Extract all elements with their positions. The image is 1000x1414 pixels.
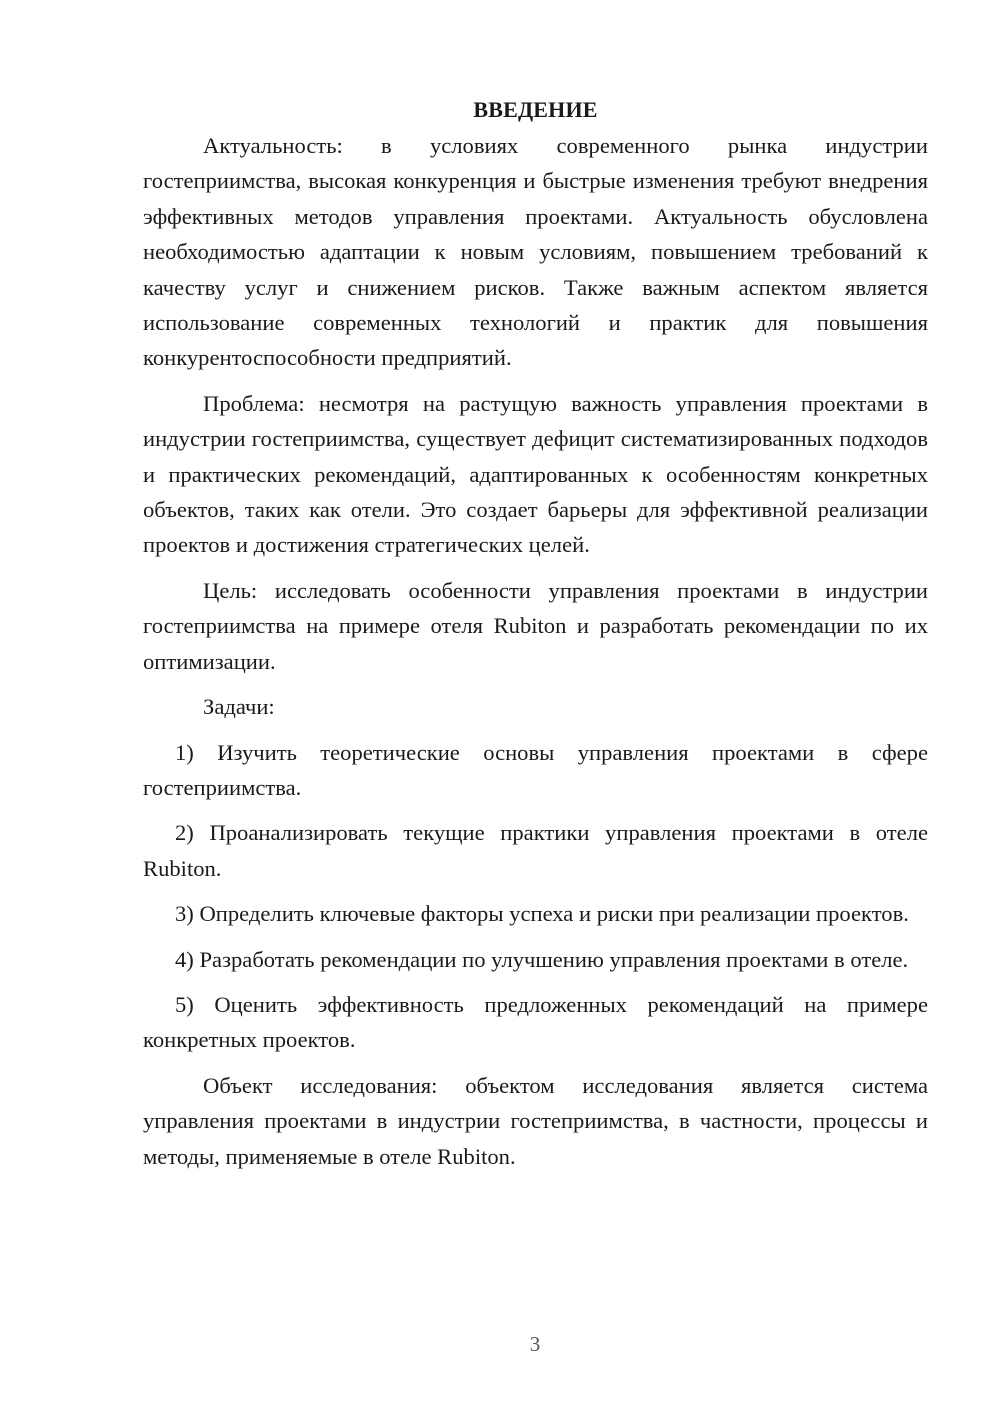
page-number: 3	[529, 1332, 541, 1356]
task-item-2: 2) Проанализировать текущие практики управления проектами в отеле Rubiton.	[143, 820, 928, 881]
section-heading: ВВЕДЕНИЕ	[473, 97, 598, 122]
page-body	[143, 92, 928, 1184]
paragraph-goal: Цель: исследовать особенности управления проектами в индустрии гостеприимства на примере отеля Rubiton и разработать рекомендации по их оптимизации.	[143, 577, 928, 674]
task-item-5: 5) Оценить эффективность предложенных рекомендаций на примере конкретных проектов.	[143, 991, 928, 1053]
task-item-1: 1) Изучить теоретические основы управления проектами в сфере гостеприимства.	[143, 739, 928, 800]
tasks-label: Задачи:	[203, 694, 275, 720]
paragraph-object: Объект исследования: объектом исследования является система управления проектами в индустрии гостеприимства, в частности, процессы и методы, применяемые в отеле Rubiton.	[143, 1072, 928, 1169]
task-item-4: 4) Разработать рекомендации по улучшению управления проектами в отеле.	[175, 946, 909, 972]
paragraph-relevance: Актуальность: в условиях современного рынка индустрии гостеприимства, высокая конкуренция и быстрые изменения требуют внедрения эффективных методов управления проектами. Актуальность обусловлена необходимостью адаптации к новым условиям, повышением требований к качеству услуг и снижением рисков. Также важным аспектом является использование современных технологий и практик для повышения конкурентоспособности предприятий.	[143, 133, 928, 371]
paragraph-problem: Проблема: несмотря на растущую важность управления проектами в индустрии гостеприимства, существует дефицит систематизированных подходов и практических рекомендаций, адаптированных к особенностям конкретных объектов, таких как отели. Это создает барьеры для эффективной реализации проектов и достижения стратегических целей.	[143, 390, 928, 558]
task-item-3: 3) Определить ключевые факторы успеха и риски при реализации проектов.	[175, 901, 909, 927]
